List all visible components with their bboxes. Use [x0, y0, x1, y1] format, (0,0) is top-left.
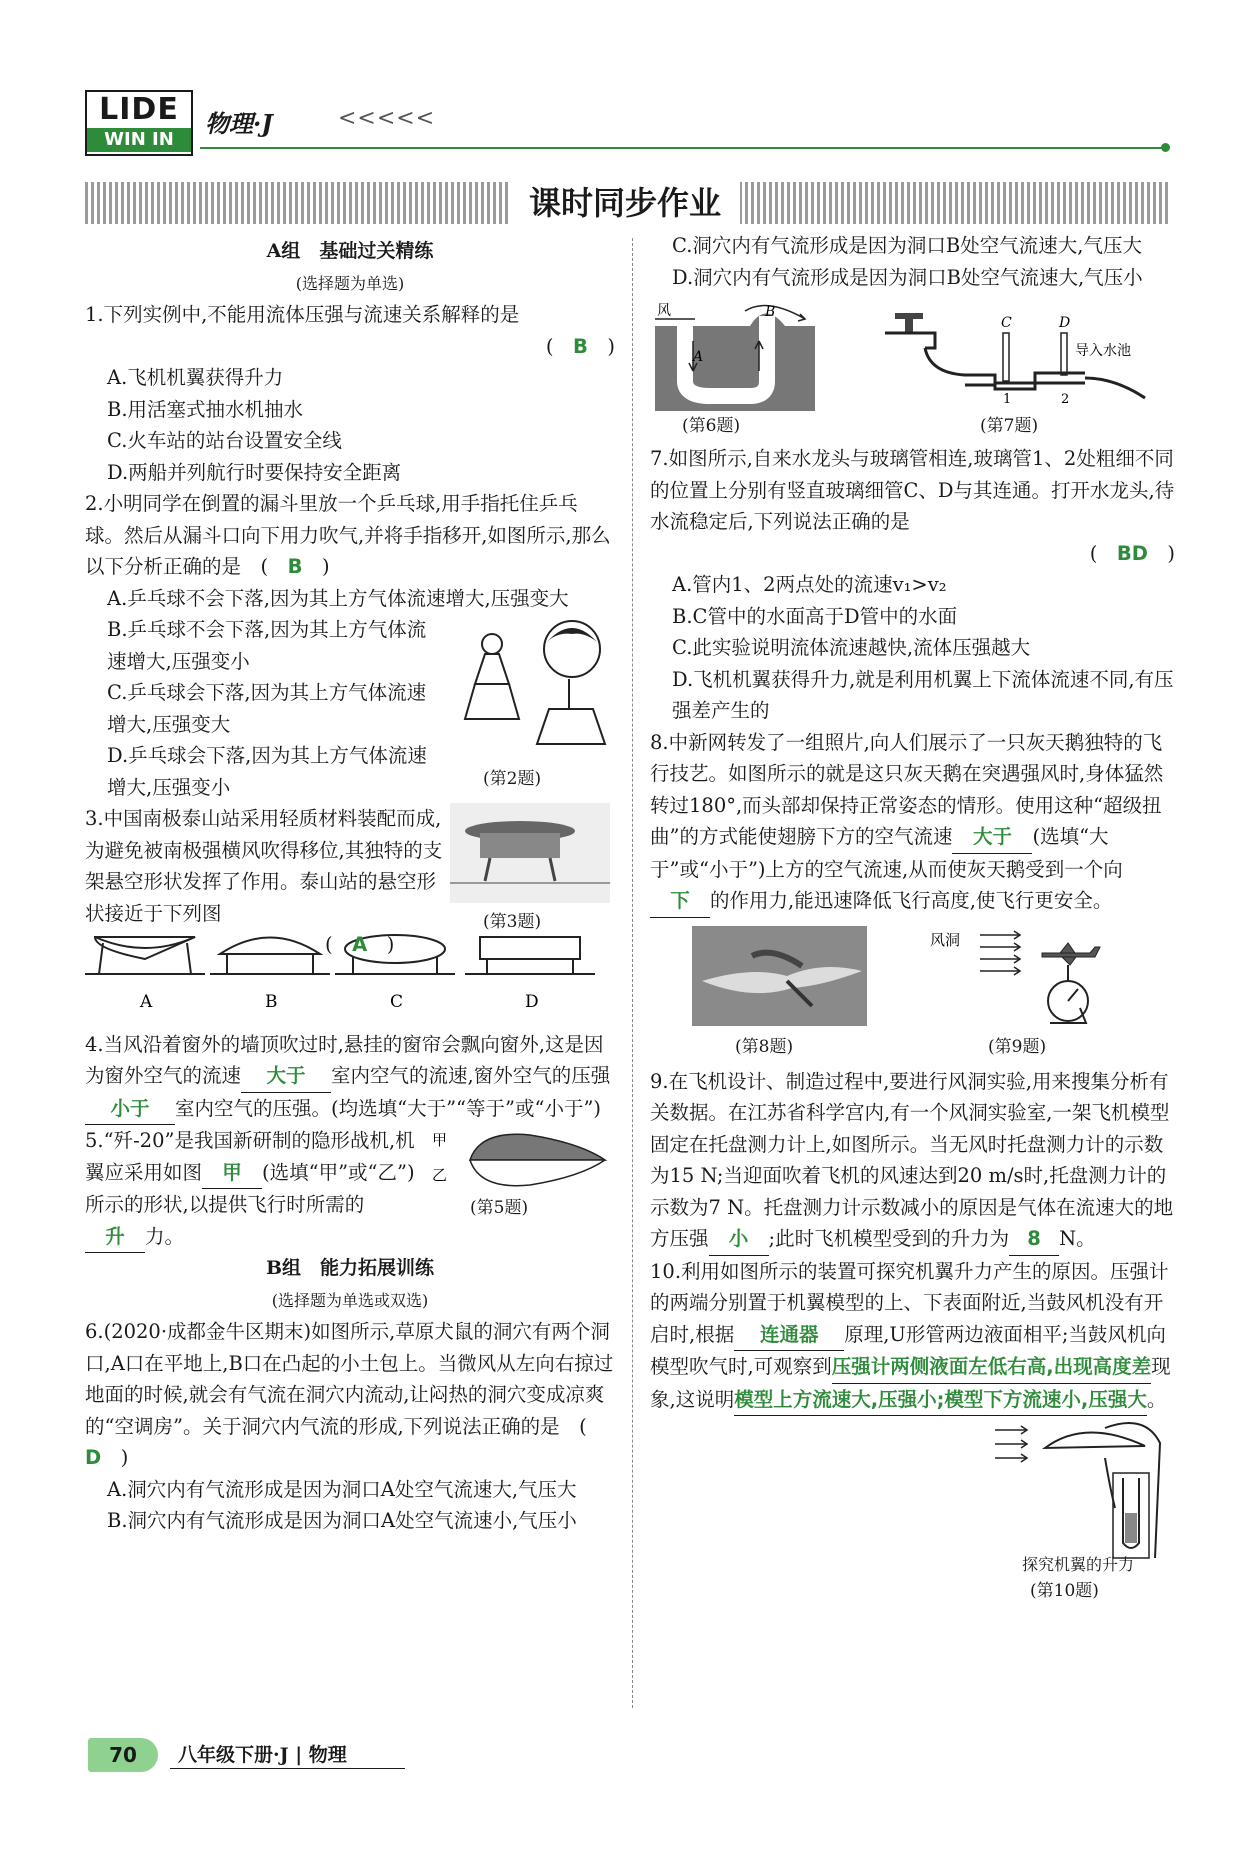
question-8 — [650, 727, 1175, 918]
q7-pipe-figure — [885, 303, 1175, 408]
footer-subject: 物理 — [308, 1744, 347, 1766]
group-a-note: (选择题为单选) — [295, 273, 405, 293]
q5-text — [85, 1125, 415, 1253]
q2-option-d: D.乒乓球会下落,因为其上方气体流速增大,压强变小 — [107, 744, 427, 799]
q5-wing-figure — [430, 1125, 610, 1195]
q6-fig-a: A — [693, 349, 704, 365]
q6-fig-b: B — [765, 304, 776, 320]
q9-text — [650, 1066, 1175, 1256]
chevron-decoration: <<<<< — [338, 106, 436, 131]
q7-option-a: A.管内1、2两点处的流速v₁>v₂ — [672, 573, 947, 596]
question-4 — [85, 1029, 615, 1126]
q6-fig-wind: 风 — [657, 303, 671, 319]
q3-photo — [450, 803, 610, 903]
q2-option-b: B.乒乓球不会下落,因为其上方气体流速增大,压强变小 — [107, 618, 427, 673]
q3-label-b: B — [265, 992, 278, 1012]
footer-book-text: 八年级下册·J — [178, 1744, 289, 1766]
q4-part1: 4.当风沿着窗外的墙顶吹过时,悬挂的窗帘会飘向窗外,这是因为窗外空气的流速 — [85, 1032, 604, 1087]
q6-answer: D — [85, 1446, 102, 1469]
q1-option-c: C.火车站的站台设置安全线 — [107, 429, 342, 452]
q10-fig-label: 探究机翼的升力 — [1022, 1555, 1135, 1574]
q9-blank-2: 8 — [1009, 1223, 1059, 1256]
q5-part3: 力。 — [145, 1224, 185, 1248]
q3-answer: A — [352, 933, 368, 956]
q10-caption: (第10题) — [1030, 1581, 1099, 1601]
q8-caption: (第8题) — [735, 1036, 794, 1057]
right-column — [650, 230, 1175, 1416]
q10-blank-1: 连通器 — [734, 1319, 844, 1352]
q1-answer-bracket: ( B ) — [545, 334, 615, 358]
q8-blank-2: 下 — [650, 885, 710, 918]
q5-caption: (第5题) — [470, 1198, 529, 1218]
question-5 — [85, 1125, 615, 1253]
q1-stem: 1.下列实例中,不能用流体压强与流速关系解释的是 — [85, 303, 520, 326]
header-rule-dot — [1161, 143, 1170, 152]
question-6 — [85, 1316, 615, 1537]
q6-option-d: D.洞穴内有气流形成是因为洞口B处空气流速大,气压小 — [672, 265, 1143, 289]
q8-part3: 的作用力,能迅速降低飞行高度,使飞行更安全。 — [710, 889, 1113, 912]
q7-option-d: D.飞机机翼获得升力,就是利用机翼上下流体流速不同,有压强差产生的 — [672, 667, 1174, 722]
q5-part2: (选填“甲”或“乙”)所示的形状,以提供飞行时所需的 — [85, 1160, 415, 1216]
q10-part3: 现象,这说明 — [650, 1355, 1171, 1411]
group-b-note: (选择题为单选或双选) — [271, 1290, 429, 1310]
question-7 — [650, 443, 1175, 727]
q4-part2: 室内空气的流速,窗外空气的压强 — [331, 1064, 611, 1087]
question-3 — [85, 803, 615, 1029]
q2-caption: (第2题) — [483, 769, 542, 789]
q7-answer: BD — [1116, 541, 1148, 565]
q7-fig-2: 2 — [1061, 392, 1070, 407]
q10-part4: 。 — [1146, 1387, 1167, 1411]
q7-fig-d: D — [1059, 315, 1071, 331]
header-rule — [200, 147, 1165, 149]
group-b-title: B组 能力拓展训练 — [265, 1257, 435, 1279]
page-number: 70 — [88, 1738, 158, 1772]
q2-option-c: C.乒乓球会下落,因为其上方气体流速增大,压强变大 — [107, 681, 427, 736]
q6-stem-text: 6.(2020·成都金牛区期末)如图所示,草原犬鼠的洞穴有两个洞口,A口在平地上,B口在凸起的小土包上。当微风从左向右掠过地面的时候,就会有气流在洞穴内流动,让闷热的洞穴变成凉爽的“空调房”。关于洞穴内气流的形成,下列说法正确的是 — [85, 1320, 614, 1438]
q7-fig-c: C — [1001, 315, 1012, 331]
left-column — [85, 236, 615, 1537]
column-divider — [632, 238, 633, 1708]
q9-windtunnel-figure — [930, 923, 1120, 1033]
q8-part2: (选填“大于”或“小于”)上方的空气流速,从而使灰天鹅受到一个向 — [650, 825, 1123, 881]
figures-8-9 — [650, 918, 1175, 1066]
q9-part1: 9.在飞机设计、制造过程中,要进行风洞实验,用来搜集分析有关数据。在江苏省科学宫内,有一个风洞实验室,一架飞机模型固定在托盘测力计上,如图所示。当无风时托盘测力计的示数为15 N;当迎面吹着飞机的风速达到20 m/s时,托盘测力计的示数为7 N。托盘测力计示数减小的原因是气体在流速大的地方压强 — [650, 1069, 1174, 1250]
q7-caption: (第7题) — [980, 416, 1039, 436]
logo-text-bottom: WIN IN — [87, 128, 191, 152]
q10-part2: 原理,U形管两边液面相平;当鼓风机向模型吹气时,可观察到 — [650, 1322, 1166, 1378]
question-1 — [85, 299, 615, 488]
q6-caption: (第6题) — [682, 416, 741, 436]
q3-label-d: D — [525, 992, 539, 1012]
q7-fig-1: 1 — [1003, 392, 1012, 407]
q2-stem-text: 2.小明同学在倒置的漏斗里放一个乒乓球,用手指托住乒乓球。然后从漏斗口向下用力吹气,并将手指移开,如图所示,那么以下分析正确的是 — [85, 492, 611, 578]
q2-option-a: A.乒乓球不会下落,因为其上方气体流速增大,压强变大 — [107, 586, 569, 610]
q7-option-b: B.C管中的水面高于D管中的水面 — [672, 604, 958, 628]
q3-label-c: C — [390, 992, 404, 1012]
q1-option-b: B.用活塞式抽水机抽水 — [107, 397, 304, 421]
q1-option-d: D.两船并列航行时要保持安全距离 — [107, 460, 402, 484]
q5-blank-1: 甲 — [202, 1157, 262, 1190]
q6-option-c: C.洞穴内有气流形成是因为洞口B处空气流速大,气压大 — [672, 234, 1142, 257]
q10-part1: 10.利用如图所示的装置可探究机翼升力产生的原因。压强计的两端分别置于机翼模型的上、下表面附近,当鼓风机没有开启时,根据 — [650, 1259, 1169, 1346]
q7-option-c: C.此实验说明流体流速越快,流体压强越大 — [672, 636, 1031, 659]
q6-stem: 6.(2020·成都金牛区期末)如图所示,草原犬鼠的洞穴有两个洞口,A口在平地上,B口在凸起的小土包上。当微风从左向右掠过地面的时候,就会有气流在洞穴内流动,让闷热的洞穴变成凉爽的“空调房”。关于洞穴内气流的形成,下列说法正确的是 ( D ) — [85, 1320, 614, 1469]
q2-figure — [457, 614, 617, 764]
q3-stem: 3.中国南极泰山站采用轻质材料装配而成,为避免被南极强横风吹得移位,其独特的支架悬空形状发挥了作用。泰山站的悬空形状接近于下列图 — [85, 807, 443, 925]
q9-part2: ;此时飞机模型受到的升力为 — [768, 1227, 1010, 1250]
q1-option-a: A.飞机机翼获得升力 — [107, 366, 284, 389]
q5-part1: 5.“歼-20”是我国新研制的隐形战机,机翼应采用如图 — [85, 1129, 415, 1184]
q3-shape-b — [210, 938, 330, 975]
q4-blank-2: 小于 — [85, 1093, 175, 1126]
footer-book: 八年级下册·J | 物理 — [178, 1744, 347, 1766]
question-9 — [650, 1066, 1175, 1256]
logo — [85, 90, 193, 156]
figures-6-7 — [650, 293, 1175, 443]
q9-blank-1: 小 — [709, 1223, 769, 1256]
q6-option-a: A.洞穴内有气流形成是因为洞口A处空气流速大,气压大 — [107, 1477, 577, 1501]
q1-answer: B — [573, 334, 588, 358]
group-a-title: A组 基础过关精练 — [266, 240, 434, 262]
q6-burrow-figure — [655, 301, 815, 411]
q5-blank-2: 升 — [85, 1221, 145, 1254]
q8-blank-1: 大于 — [952, 821, 1032, 854]
subject-title: 物理·J — [205, 109, 273, 138]
q3-label-a: A — [140, 992, 153, 1012]
q8-text — [650, 727, 1175, 918]
q9-caption: (第9题) — [988, 1036, 1047, 1057]
logo-text-top: LIDE — [99, 92, 179, 127]
q10-blank-2: 压强计两侧液面左低右高,出现高度差 — [832, 1351, 1151, 1384]
question-2 — [85, 488, 615, 803]
q10-blank-3: 模型上方流速大,压强小;模型下方流速小,压强大 — [734, 1384, 1147, 1417]
q9-fig-label: 风洞 — [930, 930, 961, 949]
q6-option-b: B.洞穴内有气流形成是因为洞口A处空气流速小,气压小 — [107, 1509, 577, 1532]
footer-rule — [170, 1768, 405, 1769]
q7-fig-pool: 导入水池 — [1075, 343, 1131, 359]
q3-answer-bracket: ( A ) — [325, 933, 395, 956]
q10-wing-figure — [995, 1418, 1175, 1568]
q7-stem: 7.如图所示,自来水龙头与玻璃管相连,玻璃管1、2处粗细不同的位置上分别有竖直玻璃细管C、D与其连通。打开水龙头,待水流稳定后,下列说法正确的是 — [650, 447, 1175, 533]
q8-goose-photo — [692, 926, 867, 1026]
q8-part1: 8.中新网转发了一组照片,向人们展示了一只灰天鹅独特的飞行技艺。如图所示的就是这只灰天鹅在突遇强风时,身体猛然转过180°,而头部却保持正常姿态的情形。使用这种“超级扭曲”的方式能使翅膀下方的空气流速 — [650, 730, 1164, 848]
q2-stem: 2.小明同学在倒置的漏斗里放一个乒乓球,用手指托住乒乓球。然后从漏斗口向下用力吹气,并将手指移开,如图所示,那么以下分析正确的是 ( B ) — [85, 492, 611, 578]
q3-shape-d — [465, 937, 595, 974]
q2-answer: B — [287, 555, 303, 578]
question-10 — [650, 1256, 1175, 1417]
q4-blank-1: 大于 — [241, 1060, 331, 1093]
q3-caption: (第3题) — [483, 912, 542, 932]
q4-part3: 室内空气的压强。(均选填“大于”“等于”或“小于”) — [175, 1096, 602, 1120]
q7-answer-bracket: ( BD ) — [1089, 541, 1175, 565]
q3-shape-a — [85, 937, 205, 974]
q5-label-jia: 甲 — [432, 1131, 448, 1149]
q5-label-yi: 乙 — [432, 1166, 448, 1184]
q9-part3: N。 — [1059, 1227, 1096, 1250]
q4-text — [85, 1029, 615, 1126]
section-title: 课时同步作业 — [510, 180, 740, 226]
q10-text — [650, 1256, 1175, 1417]
